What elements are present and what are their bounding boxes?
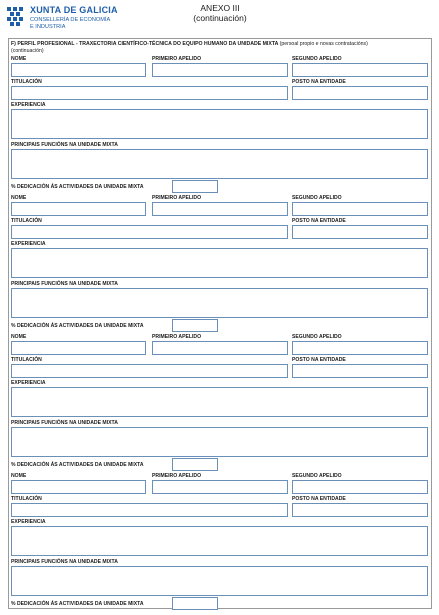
primeiro-apelido-label: PRIMEIRO APELIDO	[152, 56, 202, 62]
dedicacion-label: % DEDICACIÓN ÁS ACTIVIDADES DA UNIDADE MIXTA	[11, 462, 144, 468]
primeiro-apelido-label: PRIMEIRO APELIDO	[152, 195, 202, 201]
posto-field[interactable]	[292, 225, 428, 239]
titulacion-field[interactable]	[11, 86, 288, 100]
segundo-apelido-label: SEGUNDO APELIDO	[292, 56, 342, 62]
nome-label: NOME	[11, 195, 27, 201]
segundo-apelido-label: SEGUNDO APELIDO	[292, 473, 342, 479]
logo-department-cont: E INDUSTRIA	[30, 24, 66, 30]
dedicacion-label: % DEDICACIÓN ÁS ACTIVIDADES DA UNIDADE MIXTA	[11, 323, 144, 329]
funcions-label: PRINCIPAIS FUNCIÓNS NA UNIDADE MIXTA	[11, 142, 118, 148]
funcions-label: PRINCIPAIS FUNCIÓNS NA UNIDADE MIXTA	[11, 281, 118, 287]
dedicacion-field[interactable]	[172, 597, 218, 610]
titulacion-label: TITULACIÓN	[11, 496, 42, 502]
experiencia-label: EXPERIENCIA	[11, 519, 46, 525]
posto-label: POSTO NA ENTIDADE	[292, 79, 346, 85]
experiencia-field[interactable]	[11, 248, 428, 278]
experiencia-label: EXPERIENCIA	[11, 102, 46, 108]
titulacion-label: TITULACIÓN	[11, 357, 42, 363]
dedicacion-field[interactable]	[172, 180, 218, 193]
funcions-field[interactable]	[11, 427, 428, 457]
experiencia-field[interactable]	[11, 387, 428, 417]
nome-label: NOME	[11, 56, 27, 62]
dedicacion-label: % DEDICACIÓN ÁS ACTIVIDADES DA UNIDADE MIXTA	[11, 184, 144, 190]
segundo-apelido-field[interactable]	[292, 480, 428, 494]
funcions-label: PRINCIPAIS FUNCIÓNS NA UNIDADE MIXTA	[11, 420, 118, 426]
xunta-emblem-icon	[6, 5, 24, 29]
funcions-label: PRINCIPAIS FUNCIÓNS NA UNIDADE MIXTA	[11, 559, 118, 565]
dedicacion-field[interactable]	[172, 458, 218, 471]
posto-field[interactable]	[292, 364, 428, 378]
segundo-apelido-field[interactable]	[292, 202, 428, 216]
segundo-apelido-field[interactable]	[292, 341, 428, 355]
posto-label: POSTO NA ENTIDADE	[292, 218, 346, 224]
dedicacion-field[interactable]	[172, 319, 218, 332]
logo-department: CONSELLERÍA DE ECONOMÍA	[30, 17, 111, 23]
segundo-apelido-label: SEGUNDO APELIDO	[292, 195, 342, 201]
posto-field[interactable]	[292, 503, 428, 517]
experiencia-field[interactable]	[11, 526, 428, 556]
annex-continuation: (continuación)	[193, 13, 247, 23]
annex-heading	[150, 3, 290, 23]
primeiro-apelido-field[interactable]	[152, 480, 288, 494]
section-title-subnote: (continuación)	[11, 47, 44, 54]
funcions-field[interactable]	[11, 288, 428, 318]
section-title-note: (persoal propio e novas contratacións)	[279, 41, 368, 47]
titulacion-field[interactable]	[11, 364, 288, 378]
posto-field[interactable]	[292, 86, 428, 100]
funcions-field[interactable]	[11, 566, 428, 596]
nome-field[interactable]	[11, 202, 146, 216]
titulacion-label: TITULACIÓN	[11, 218, 42, 224]
titulacion-label: TITULACIÓN	[11, 79, 42, 85]
experiencia-label: EXPERIENCIA	[11, 241, 46, 247]
primeiro-apelido-field[interactable]	[152, 63, 288, 77]
nome-field[interactable]	[11, 341, 146, 355]
nome-label: NOME	[11, 473, 27, 479]
experiencia-label: EXPERIENCIA	[11, 380, 46, 386]
experiencia-field[interactable]	[11, 109, 428, 139]
primeiro-apelido-label: PRIMEIRO APELIDO	[152, 334, 202, 340]
segundo-apelido-field[interactable]	[292, 63, 428, 77]
funcions-field[interactable]	[11, 149, 428, 179]
posto-label: POSTO NA ENTIDADE	[292, 496, 346, 502]
annex-title: ANEXO III	[200, 3, 240, 13]
nome-label: NOME	[11, 334, 27, 340]
nome-field[interactable]	[11, 63, 146, 77]
primeiro-apelido-field[interactable]	[152, 341, 288, 355]
posto-label: POSTO NA ENTIDADE	[292, 357, 346, 363]
section-title-text: F) PERFIL PROFESIONAL - TRAXECTORIA CIENTÍFICO-TÉCNICA DO EQUIPO HUMANO DA UNIDADE MIXTA	[11, 41, 279, 47]
nome-field[interactable]	[11, 480, 146, 494]
dedicacion-label: % DEDICACIÓN ÁS ACTIVIDADES DA UNIDADE MIXTA	[11, 601, 144, 607]
section-title	[11, 41, 429, 54]
primeiro-apelido-field[interactable]	[152, 202, 288, 216]
titulacion-field[interactable]	[11, 225, 288, 239]
primeiro-apelido-label: PRIMEIRO APELIDO	[152, 473, 202, 479]
titulacion-field[interactable]	[11, 503, 288, 517]
logo-title: XUNTA DE GALICIA	[30, 5, 118, 15]
xunta-logo	[6, 4, 116, 34]
segundo-apelido-label: SEGUNDO APELIDO	[292, 334, 342, 340]
